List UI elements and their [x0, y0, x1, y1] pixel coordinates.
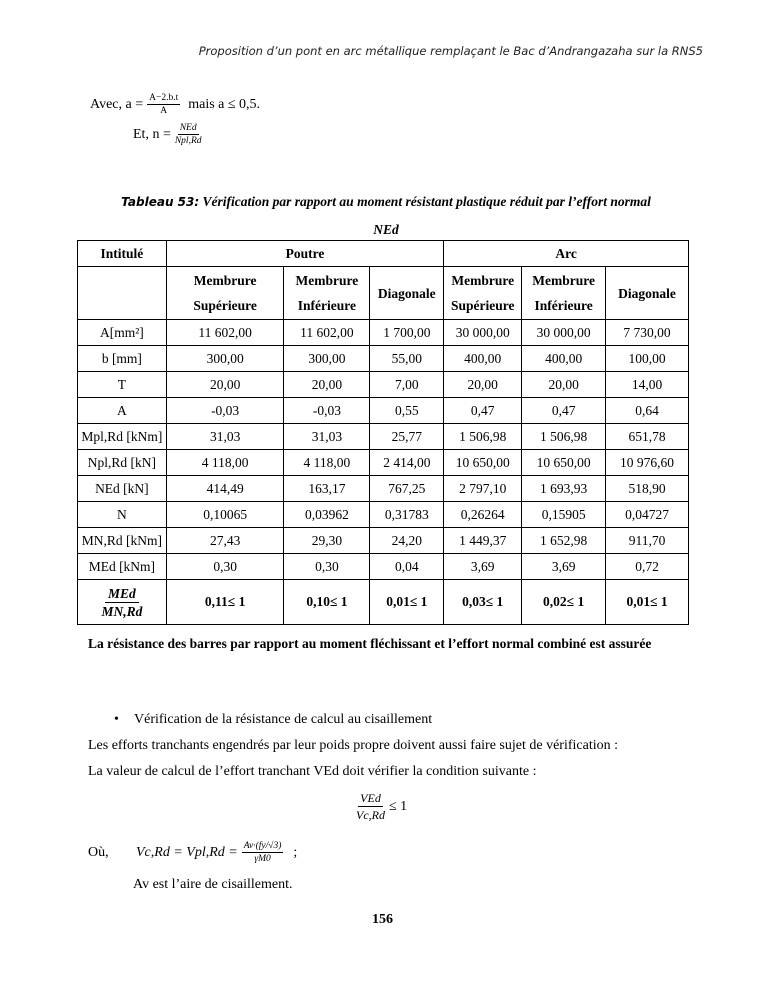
paragraph-1: Les efforts tranchants engendrés par leur poids propre doivent aussi faire sujet de vérification : — [88, 738, 619, 753]
table-cell: 0,55 — [370, 398, 444, 424]
paragraph-2: La valeur de calcul de l’effort tranchant VEd doit vérifier la condition suivante : — [88, 764, 537, 779]
bullet-text: Vérification de la résistance de calcul au cisaillement — [134, 712, 433, 727]
table-cell: 10 650,00 — [522, 450, 606, 476]
table-row — [78, 398, 689, 424]
row-label: Npl,Rd [kN] — [78, 450, 167, 476]
equation-a-suffix: mais a ≤ 0,5. — [188, 96, 261, 112]
table-cell: 1 652,98 — [522, 528, 606, 554]
bullet-dot-icon: • — [114, 712, 119, 727]
table-cell: 11 602,00 — [166, 320, 284, 346]
table-row — [78, 476, 689, 502]
subheader-cell: Membrure Supérieure — [166, 267, 284, 320]
page-number: 156 — [372, 912, 393, 927]
table-cell: 10 650,00 — [444, 450, 522, 476]
table-cell: 30 000,00 — [444, 320, 522, 346]
equation-n-prefix: Et, n = — [133, 126, 171, 142]
row-label: MN,Rd [kNm] — [78, 528, 167, 554]
table-caption — [94, 188, 678, 244]
ratio-label-cell — [78, 580, 167, 625]
table-cell: 2 414,00 — [370, 450, 444, 476]
table-cell: 100,00 — [606, 346, 689, 372]
ratio-label-fraction — [101, 585, 142, 620]
table-header-row — [78, 241, 689, 267]
table-cell: 10 976,60 — [606, 450, 689, 476]
table-cell: 651,78 — [606, 424, 689, 450]
row-label: Mpl,Rd [kNm] — [78, 424, 167, 450]
shear-condition-relation: ≤ 1 — [389, 798, 408, 814]
equation-n — [133, 122, 206, 147]
table-cell: 0,26264 — [444, 502, 522, 528]
equation-a — [90, 92, 260, 117]
table-cell: 0,31783 — [370, 502, 444, 528]
table-cell: 0,30 — [284, 554, 370, 580]
ratio-value: 0,10≤ 1 — [284, 580, 370, 625]
table-cell: 7 730,00 — [606, 320, 689, 346]
table-row — [78, 346, 689, 372]
table-cell: 20,00 — [444, 372, 522, 398]
table-cell: 414,49 — [166, 476, 284, 502]
header-group-poutre: Poutre — [166, 241, 444, 267]
ratio-value: 0,01≤ 1 — [606, 580, 689, 625]
shear-formula-lhs: Vc,Rd = Vpl,Rd = — [136, 844, 238, 860]
table-row — [78, 450, 689, 476]
table-cell: 31,03 — [166, 424, 284, 450]
equation-a-fraction — [147, 92, 180, 117]
table-cell: 1 700,00 — [370, 320, 444, 346]
table-cell: 400,00 — [522, 346, 606, 372]
ratio-value: 0,01≤ 1 — [370, 580, 444, 625]
table-cell: 911,70 — [606, 528, 689, 554]
table-cell: 31,03 — [284, 424, 370, 450]
table-body — [78, 320, 689, 580]
table-cell: 0,03962 — [284, 502, 370, 528]
subheader-cell: Membrure Inférieure — [522, 267, 606, 320]
table-subheader-row — [78, 267, 689, 320]
shear-formula-label: Où, — [88, 844, 109, 860]
table-cell: 0,04727 — [606, 502, 689, 528]
table-cell: -0,03 — [284, 398, 370, 424]
table-cell: 0,64 — [606, 398, 689, 424]
shear-condition — [352, 790, 407, 823]
table-cell: 3,69 — [522, 554, 606, 580]
table-cell: 300,00 — [166, 346, 284, 372]
row-label: A — [78, 398, 167, 424]
equation-a-numerator: A−2.b.t — [149, 93, 179, 103]
table-caption-lead: Tableau 53: — [121, 195, 200, 209]
table-cell: 767,25 — [370, 476, 444, 502]
equation-a-prefix: Avec, a = — [90, 96, 144, 112]
shear-formula-denominator: γM0 — [254, 854, 271, 864]
equation-n-fraction — [175, 122, 202, 147]
shear-condition-denominator: Vc,Rd — [356, 808, 385, 822]
ratio-label-denominator: MN,Rd — [101, 603, 143, 619]
table-cell: 27,43 — [166, 528, 284, 554]
subheader-cell: Membrure Inférieure — [284, 267, 370, 320]
av-definition: Av est l’aire de cisaillement. — [133, 877, 293, 892]
table-caption-text: Vérification par rapport au moment résistant plastique réduit par l’effort normal — [202, 194, 651, 209]
table-cell: 20,00 — [166, 372, 284, 398]
table-row — [78, 320, 689, 346]
table-cell: 20,00 — [522, 372, 606, 398]
row-label: NEd [kN] — [78, 476, 167, 502]
ratio-value: 0,11≤ 1 — [166, 580, 284, 625]
conclusion-text: La résistance des barres par rapport au moment fléchissant et l’effort normal combiné est assurée — [88, 636, 652, 651]
bullet-item — [114, 712, 432, 728]
table-cell: 29,30 — [284, 528, 370, 554]
table-row — [78, 528, 689, 554]
shear-formula-numerator: Av·(fy/√3) — [243, 841, 282, 851]
table-cell: 300,00 — [284, 346, 370, 372]
subheader-cell: Membrure Supérieure — [444, 267, 522, 320]
row-label: A[mm²] — [78, 320, 167, 346]
equation-n-denominator: Npl,Rd — [174, 136, 202, 146]
header-group-arc: Arc — [444, 241, 689, 267]
table-cell: 30 000,00 — [522, 320, 606, 346]
shear-formula-tail: ; — [293, 844, 298, 860]
verification-table — [77, 240, 689, 625]
table-row — [78, 554, 689, 580]
table-cell: 55,00 — [370, 346, 444, 372]
table-cell: 25,77 — [370, 424, 444, 450]
table-cell: -0,03 — [166, 398, 284, 424]
table-cell: 11 602,00 — [284, 320, 370, 346]
table-cell: 20,00 — [284, 372, 370, 398]
row-label: N — [78, 502, 167, 528]
table-ratio-row — [78, 580, 689, 625]
subheader-cell: Diagonale — [370, 267, 444, 320]
equation-n-numerator: NEd — [179, 123, 197, 133]
shear-formula-fraction — [242, 840, 284, 865]
table-cell: 1 693,93 — [522, 476, 606, 502]
table-caption-second-line: NEd — [373, 222, 399, 237]
table-cell: 14,00 — [606, 372, 689, 398]
table-cell: 1 506,98 — [444, 424, 522, 450]
table-cell: 1 449,37 — [444, 528, 522, 554]
table-cell: 2 797,10 — [444, 476, 522, 502]
table-cell: 0,72 — [606, 554, 689, 580]
equation-a-denominator: A — [160, 106, 168, 116]
table-cell: 1 506,98 — [522, 424, 606, 450]
subheader-cell: Diagonale — [606, 267, 689, 320]
subheader-empty — [78, 267, 167, 320]
table-cell: 0,04 — [370, 554, 444, 580]
row-label: MEd [kNm] — [78, 554, 167, 580]
table-row — [78, 502, 689, 528]
shear-condition-numerator: VEd — [360, 791, 381, 805]
table-cell: 3,69 — [444, 554, 522, 580]
table-cell: 0,15905 — [522, 502, 606, 528]
table-cell: 163,17 — [284, 476, 370, 502]
ratio-value: 0,02≤ 1 — [522, 580, 606, 625]
table-cell: 0,30 — [166, 554, 284, 580]
table-row — [78, 372, 689, 398]
table-cell: 4 118,00 — [166, 450, 284, 476]
header-intitule: Intitulé — [78, 241, 167, 267]
table-cell: 518,90 — [606, 476, 689, 502]
table-cell: 7,00 — [370, 372, 444, 398]
row-label: b [mm] — [78, 346, 167, 372]
table-cell: 24,20 — [370, 528, 444, 554]
running-header: Proposition d’un pont en arc métallique remplaçant le Bac d’Andrangazaha sur la RNS5 — [198, 44, 703, 58]
shear-condition-fraction — [356, 790, 385, 823]
ratio-label-numerator: MEd — [105, 585, 139, 603]
row-label: T — [78, 372, 167, 398]
table-cell: 4 118,00 — [284, 450, 370, 476]
table-cell: 0,10065 — [166, 502, 284, 528]
ratio-value: 0,03≤ 1 — [444, 580, 522, 625]
table-cell: 0,47 — [522, 398, 606, 424]
table-cell: 0,47 — [444, 398, 522, 424]
table-row — [78, 424, 689, 450]
table-cell: 400,00 — [444, 346, 522, 372]
shear-formula — [88, 840, 297, 865]
